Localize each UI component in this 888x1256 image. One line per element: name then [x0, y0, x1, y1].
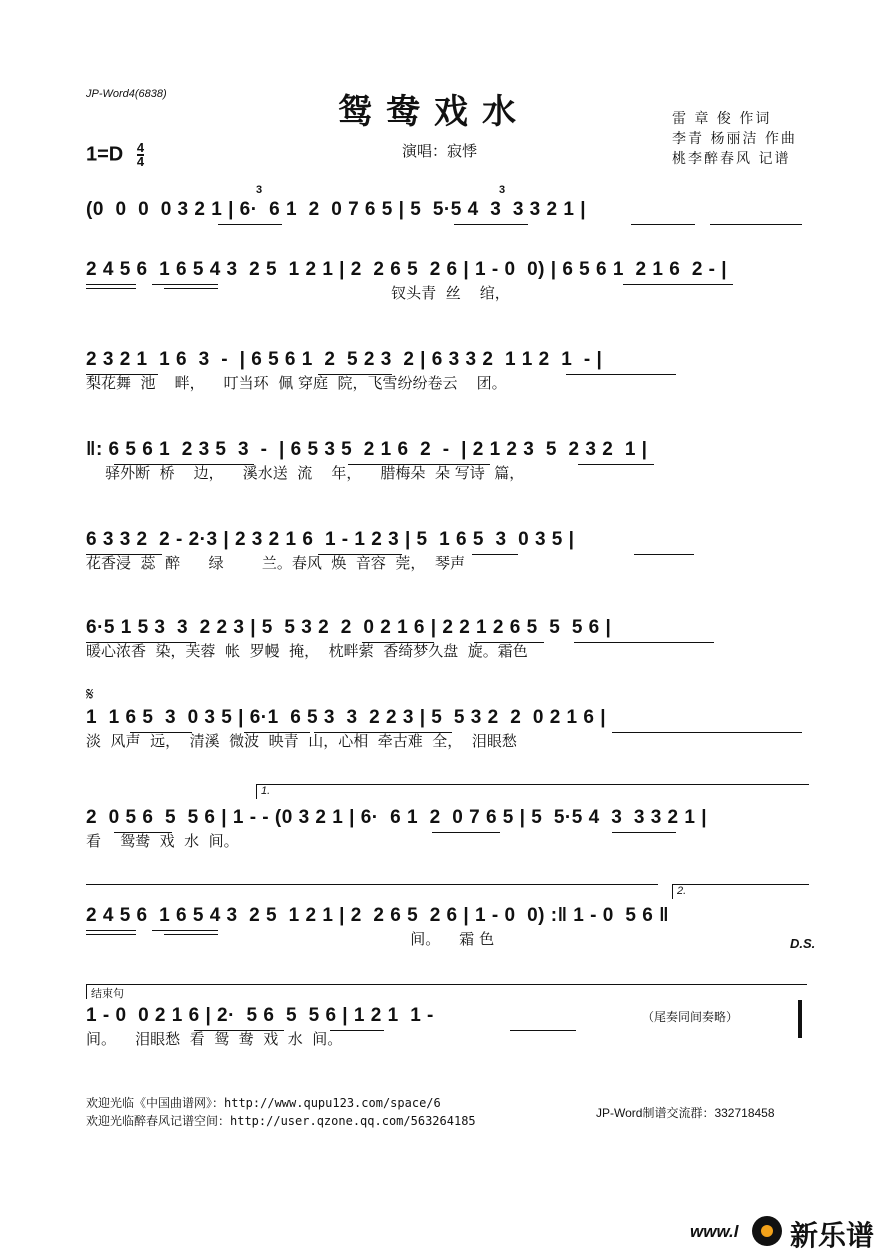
notation-line: 2 0 5 6 5 5 6 | 1 - - (0 3 2 1 | 6· 6 1 2 0 7 6 5 | 5 5·5 4 3 3 3 2 1 | [86, 807, 708, 828]
notation-line: (0 0 0 0 3 2 1 | 6· 6 1 2 0 7 6 5 | 5 5·5 4 3 3 3 2 1 | [86, 199, 587, 220]
volta-1: 1. [256, 784, 809, 799]
lyric-line: 梨花舞 池 畔， 叮当环 佩 穿庭 院，飞雪纷纷卷云 团。 [86, 374, 507, 392]
notation-line: 1 1 6 5 3 0 3 5 | 6·1 6 5 3 3 2 2 3 | 5 5 3 2 2 0 2 1 6 | [86, 707, 607, 728]
notation-line: ‖: 6 5 6 1 2 3 5 3 - | 6 5 3 5 2 1 6 2 - | 2 1 2 3 5 2 3 2 1 | [86, 439, 648, 460]
time-signature [137, 142, 144, 168]
triplet-mark: 3 [256, 184, 263, 196]
watermark-url: www.l [690, 1222, 739, 1241]
key-text: 1=D [86, 143, 124, 166]
score-row-9 [86, 904, 806, 950]
score-row-7 [86, 706, 806, 752]
software-version: JP-Word4(6838) [86, 88, 167, 100]
score-row-3 [86, 348, 806, 394]
triplet-mark: 3 [499, 184, 506, 196]
credit-transcriber: 桃李醉春风 记谱 [672, 151, 791, 167]
footer-link-1[interactable]: 欢迎光临《中国曲谱网》：http://www.qupu123.com/space/6 [86, 1096, 441, 1110]
lyric-line: 钗头青 丝 绾， [86, 284, 510, 302]
volta-2: 2. [672, 884, 809, 899]
meter-top: 4 [136, 140, 145, 155]
score-row-2 [86, 258, 806, 304]
lyric-line: 淡 风声 远， 清溪 微波 映青 山，心相 牵古难 全， 泪眼愁 [86, 732, 517, 750]
notation-line: 6 3 3 2 2 - 2·3 | 2 3 2 1 6 1 - 1 2 3 | 5 1 6 5 3 0 3 5 | [86, 529, 575, 550]
score-row-10 [86, 1004, 806, 1050]
footer-group: JP-Word制谱交流群：332718458 [596, 1106, 775, 1120]
watermark-brand: 新乐谱 [790, 1219, 875, 1252]
notation-line: 6·5 1 5 3 3 2 2 3 | 5 5 3 2 2 0 2 1 6 | 2 2 1 2 6 5 5 5 6 | [86, 617, 612, 638]
lyric-line: 驿外断 桥 边， 溪水送 流 年， 腊梅朵 朵 写诗 篇， [86, 464, 525, 482]
lyric-line: 看 鸳鸯 戏 水 间。 [86, 832, 239, 850]
lyric-line: 暖心浓香 染，芙蓉 帐 罗幔 掩， 枕畔萦 香绮梦久盘 旋。霜色 [86, 642, 528, 660]
credit-lyricist: 雷 章 俊 作词 [672, 111, 772, 127]
meter-bottom: 4 [136, 154, 145, 169]
song-title: 鸳鸯戏水 [338, 92, 530, 132]
volta-1-continuation [86, 884, 658, 885]
footer-link-2[interactable]: 欢迎光临醉春风记谱空间：http://user.qzone.qq.com/563264185 [86, 1114, 476, 1128]
lyric-line: 间。 霜 色 [86, 930, 495, 948]
credit-composer: 李青 杨丽洁 作曲 [672, 131, 797, 147]
score-row-5 [86, 528, 806, 574]
singer: 演唱：寂悸 [402, 142, 478, 160]
score-row-8 [86, 806, 806, 852]
final-barline [798, 1000, 802, 1038]
coda-label: 结束句 [86, 984, 807, 999]
notation-line: 2 3 2 1 1 6 3 - | 6 5 6 1 2 5 2 3 2 | 6 3 3 2 1 1 2 1 - | [86, 349, 603, 370]
lyric-line: 间。 泪眼愁 看 鸳 鸯 戏 水 间。 [86, 1030, 343, 1048]
key-signature [86, 142, 144, 168]
ds-mark: D.S. [790, 936, 816, 951]
score-row-6 [86, 616, 806, 662]
lyric-line: 花香浸 蕊 醉 绿 兰。春风 焕 音容 莞， 琴声 [86, 554, 465, 572]
watermark-logo-icon [752, 1216, 782, 1246]
notation-line: 1 - 0 0 2 1 6 | 2· 5 6 5 5 6 | 1 2 1 1 - [86, 1005, 434, 1026]
notation-line: 2 4 5 6 1 6 5 4 3 2 5 1 2 1 | 2 2 6 5 2 6 | 1 - 0 0) :‖ 1 - 0 5 6 ‖ [86, 905, 670, 926]
postlude-note: （尾奏同间奏略） [642, 1010, 739, 1024]
segno-icon: 𝄋 [86, 684, 94, 705]
score-row-1 [86, 184, 806, 222]
notation-line: 2 4 5 6 1 6 5 4 3 2 5 1 2 1 | 2 2 6 5 2 6 | 1 - 0 0) | 6 5 6 1 2 1 6 2 - | [86, 259, 728, 280]
score-row-4 [86, 438, 806, 484]
